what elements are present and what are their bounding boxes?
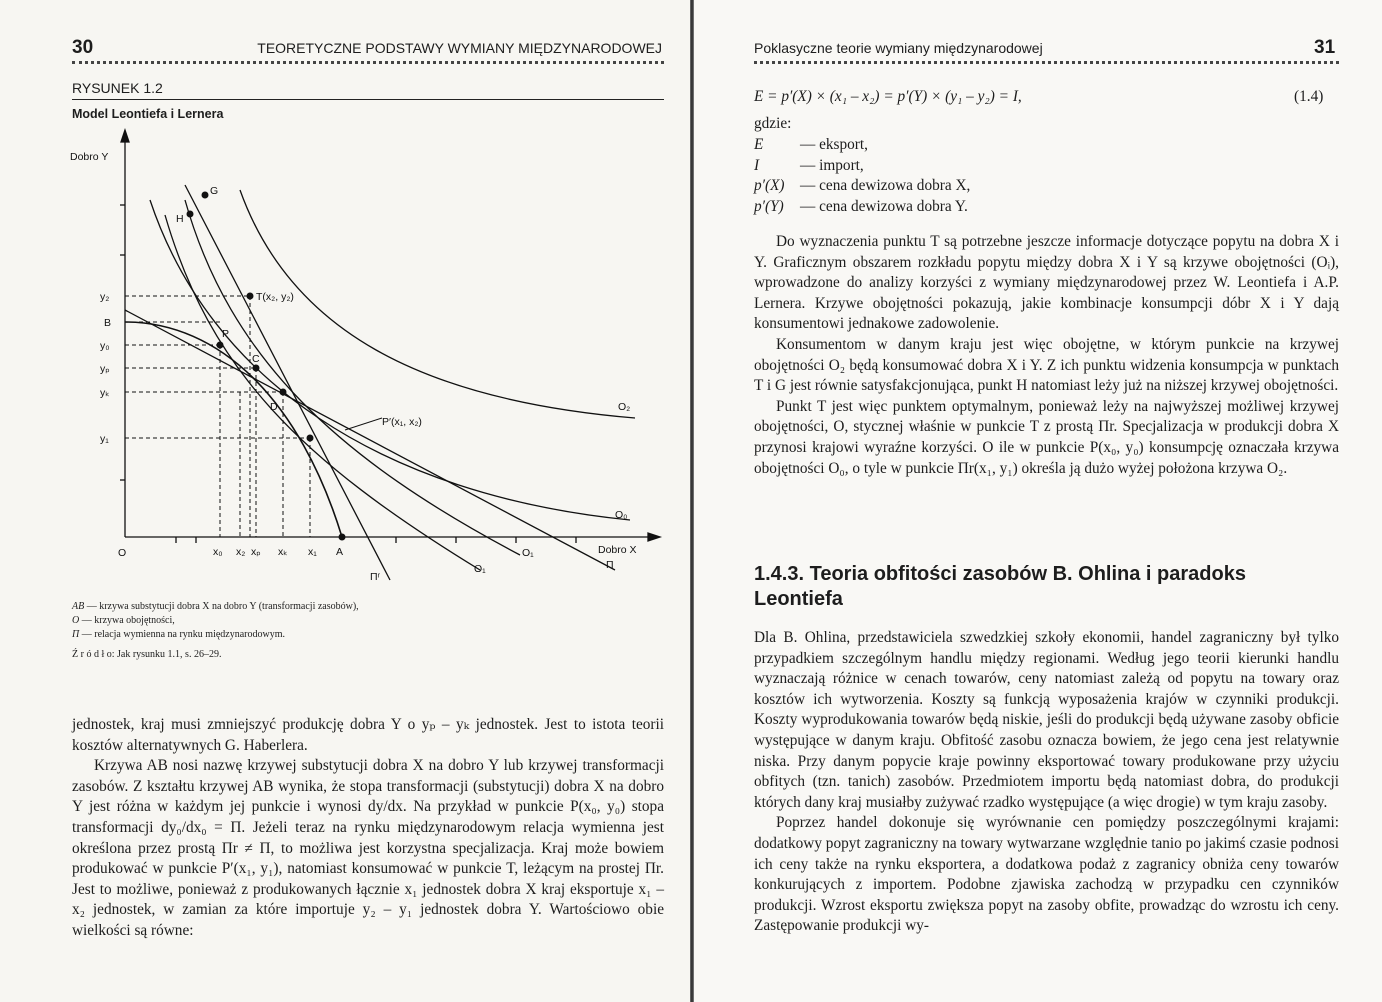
legend-item: Π — relacja wymienna na rynku międzynarodowym.	[72, 629, 286, 640]
curve-O1	[185, 200, 520, 555]
gdzie-label: gdzie:	[754, 115, 792, 132]
curve-label: O₁	[522, 547, 534, 559]
legend-item: AB — krzywa substytucji dobra X na dobro Y (transformacji zasobów),	[72, 601, 359, 612]
y-tick-label: y₂	[100, 291, 110, 303]
x-tick-label: x₁	[308, 546, 317, 558]
curve-label: Π	[606, 559, 614, 571]
running-head: TEORETYCZNE PODSTAWY WYMIANY MIĘDZYNARODOWEJ	[257, 40, 662, 56]
point-label: T(x₂, y₂)	[256, 291, 294, 303]
figure-title: Model Leontiefa i Lernera	[72, 107, 224, 121]
page-number: 31	[1314, 37, 1336, 58]
paragraph: Dla B. Ohlina, przedstawiciela szwedzkiej szkoły ekonomii, handel zagraniczny był tylko przypadkiem szczególnym handlu między regionami. Według jego teorii kierunki handlu wyznaczają różnice w cenach towarów, ceny natomiast zależą od popytu na towary oraz kosztów ich wytworzenia. Koszty są funkcją wyposażenia krajów w czynniki produkcji. Koszty wyprodukowania towarów będą niskie, jeśli do produkcji będą używane zasoby obficie występujące w danym kraju. Obfitość zasobu oznacza bowiem, że jego cena jest relatywnie niska. Przy danym popycie kraje powinny eksportować towary produkowane przy użyciu obfitych (tzn. tanich) zasobów. Przedmiotem importu będą natomiast dobra, do produkcji których dany kraj musiałby zużywać rzadko występujące (a więc drogie) w tym kraju zasoby.	[754, 629, 1339, 811]
page-number: 30	[72, 37, 94, 58]
y-axis-arrow	[121, 130, 129, 142]
point-label: P	[222, 328, 230, 340]
point-label: G	[210, 185, 219, 197]
leader-line	[345, 418, 382, 430]
definitions	[754, 135, 970, 217]
curve-O1-upper	[240, 190, 635, 418]
running-head: Poklasyczne teorie wymiany międzynarodowej	[754, 40, 1043, 56]
curve-label: O₁	[474, 563, 486, 575]
figure-diagram	[0, 0, 690, 600]
equation: E = p′(X) × (x₁ – x₂) = p′(Y) × (y₁ – y₂) = I,	[754, 88, 1022, 105]
figure-source: Ź r ó d ł o: Jak rysunku 1.1, s. 26–29.	[72, 649, 222, 660]
paragraph: Poprzez handel dokonuje się wyrównanie cen pomiędzy poszczególnymi krajami: dodatkowy popyt zagraniczny na towary wytwarzane względnie tanio po jakimś czasie podnosi ich ceny także na rynku eksportera, a dodatkowa podaż z zagranicy obniża ceny towarów konkurujących z importem. Podobne zjawiska zachodzą w przypadku cen czynników produkcji. Wzrost eksportu zwiększa popyt na zasoby obfite, prowadząc do wzrostu ich ceny. Zastępowanie produkcji wy-	[754, 814, 1339, 935]
left-page	[0, 0, 690, 1002]
point-H	[187, 211, 194, 218]
point-C	[253, 365, 260, 372]
y-tick-label: yₚ	[100, 363, 110, 375]
y-tick-label: y₁	[100, 433, 109, 445]
point-label: D	[270, 401, 278, 413]
point-D	[280, 389, 287, 396]
y-tick-label: yₖ	[100, 387, 110, 399]
left-body	[72, 715, 664, 942]
legend-item: O — krzywa obojętności,	[72, 615, 175, 626]
x-tick-label: x₂	[236, 546, 246, 558]
right-body-bottom	[754, 628, 1339, 937]
section-title: 1.4.3. Teoria obfitości zasobów B. Ohlina i paradoks Leontiefa	[754, 563, 1246, 610]
right-page	[694, 0, 1382, 1002]
figure-label: RYSUNEK 1.2	[72, 80, 163, 96]
y-tick-label: B	[104, 317, 112, 329]
origin-label: O	[118, 547, 127, 559]
paragraph: Punkt T jest więc punktem optymalnym, ponieważ leży na najwyższej możliwej krzywej obojętności, O, stycznej właśnie w punkcie T z prostą Πr. Specjalizacja w produkcji dobra X przynosi krajowi wyraźne korzyści. O ile w punkcie P(x₀, y₀) konsumpcję oznaczała krzywa obojętności O₀, o tyle w punkcie Πr(x₁, y₁) określa ją dużo wyżej położona krzywa O₂.	[754, 397, 1339, 477]
point-P	[217, 342, 224, 349]
paragraph: jednostek, kraj musi zmniejszyć produkcję dobra Y o yₚ – yₖ jednostek. Jest to istota teorii kosztów alternatywnych G. Haberlera.	[72, 716, 664, 754]
point-Pprime	[307, 435, 314, 442]
definition: E — eksport,	[754, 136, 868, 153]
x-tick-label: A	[336, 546, 344, 558]
x-tick-label: xₖ	[278, 546, 288, 558]
curve-O2	[150, 200, 630, 520]
point-label: C	[252, 353, 260, 365]
x-tick-label: x₀	[213, 546, 223, 558]
paragraph: Do wyznaczenia punktu T są potrzebne jeszcze informacje dotyczące popytu na dobra X i Y. Graficznym obszarem rozkładu popytu między dobra X i Y są krzywe obojętności (Oᵢ), wprowadzone do analizy korzyści z wymiany międzynarodowej przez W. Leontiefa i A.P. Lernera. Krzywe obojętności pokazują, jakie kombinacje konsumpcji dóbr X i Y dają konsumentowi jednakowe zadowolenie.	[754, 233, 1339, 333]
curve-AB	[125, 322, 342, 537]
paragraph: Krzywa AB nosi nazwę krzywej substytucji dobra X na dobro Y lub krzywej transformacji zasobów. Z kształtu krzywej AB wynika, że stopa transformacji (substytucji) dobra X na dobro Y jest różna w każdym jej punkcie i wynosi dy/dx. Na przykład w punkcie P(x₀, y₀) stopa transformacji dy₀/dx₀ = Π. Jeżeli teraz na rynku międzynarodowym relacja wymienna jest określona przez prostą Πr ≠ Π, to możliwa jest korzystna specjalizacja. Kraj może bowiem produkować w punkcie P′(x₁, y₁), natomiast konsumować w punkcie T, leżącym na prostej Πr. Jest to możliwe, ponieważ z produkowanych łącznie x₁ jednostek dobra X kraj eksportuje x₁ – x₂ jednostek, w zamian za które importuje y₂ – y₁ jednostek dobra Y. Wartościowo obie wielkości są równe:	[72, 757, 664, 939]
point-G	[202, 192, 209, 199]
right-body-top	[754, 232, 1339, 479]
header-rule	[754, 61, 1339, 64]
curve-label: O₂	[618, 401, 631, 413]
curve-label: Πʳ	[370, 571, 381, 583]
equation-number: (1.4)	[1294, 88, 1324, 105]
x-axis-arrow	[648, 533, 660, 541]
y-tick-label: y₀	[100, 340, 110, 352]
line-Pi-r	[185, 185, 390, 580]
figure-legend	[72, 600, 632, 662]
axis-y-label: Dobro Y	[70, 151, 109, 163]
x-tick-label: xₚ	[251, 546, 261, 558]
point-label: H	[176, 213, 184, 225]
curve-label: O₀	[615, 509, 628, 521]
point-T	[247, 293, 254, 300]
paragraph: Konsumentom w danym kraju jest więc obojętne, w którym punkcie na krzywej obojętności O₂ będą konsumować dobra X i Y. Z ich punktu widzenia konsumpcja w punktach T i G jest równie satysfakcjonująca, punkt H natomiast leży już na niższej krzywej obojętności.	[754, 335, 1339, 395]
definition: p′(X) — cena dewizowa dobra X,	[754, 177, 971, 195]
definition: I — import,	[754, 156, 864, 174]
axis-x-label: Dobro X	[598, 544, 637, 556]
definition: p′(Y) — cena dewizowa dobra Y.	[754, 197, 968, 215]
point-label: P′(x₁, x₂)	[382, 416, 422, 428]
point-A	[339, 534, 346, 541]
line-Pi	[125, 310, 615, 570]
